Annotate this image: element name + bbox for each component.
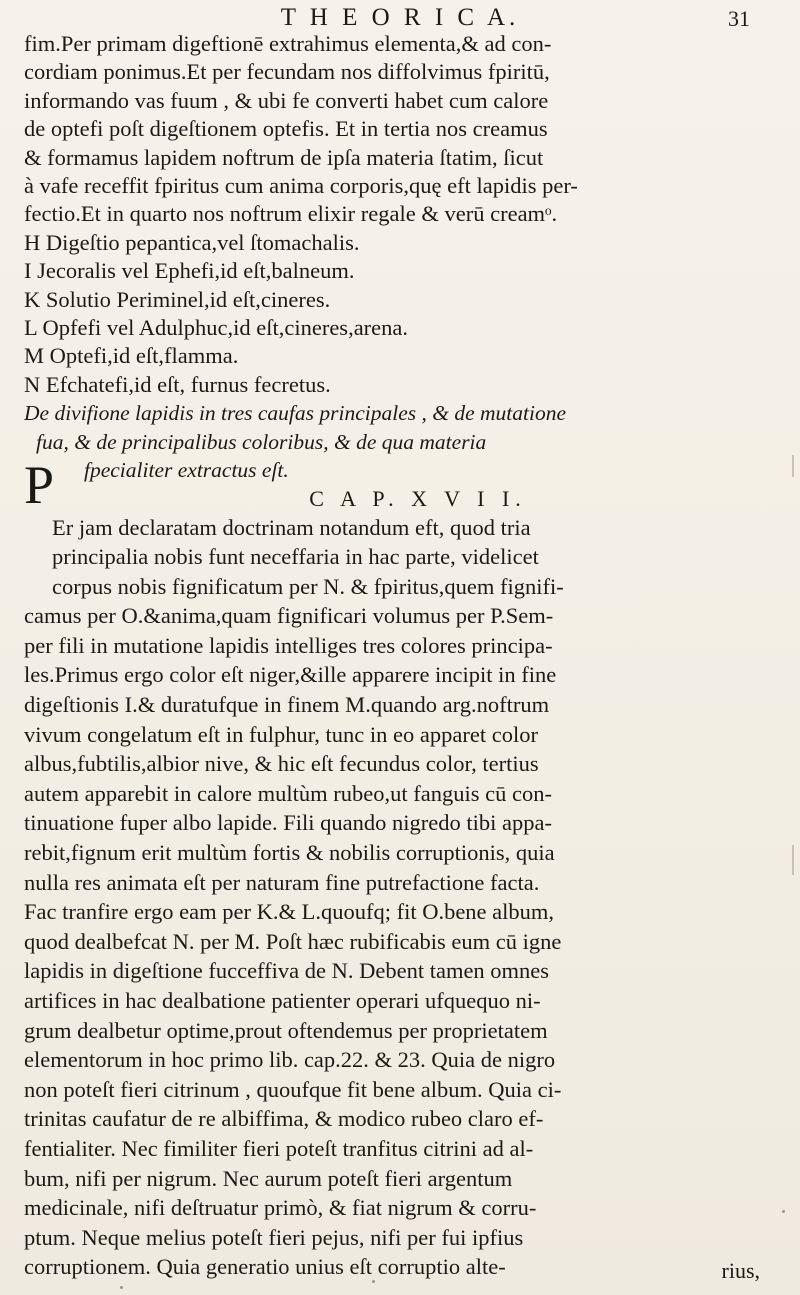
chapter-heading-line: fpecialiter extractus eſt. xyxy=(84,458,289,483)
paragraph-line: Er jam declaratam doctrinam notandum eft, quod tria xyxy=(52,514,531,540)
paragraph-line: artifices in hac dealbatione patienter operari ufquequo ni- xyxy=(24,988,541,1013)
paragraph-line: camus per O.&anima,quam fignificari volumus per P.Sem- xyxy=(24,603,554,629)
paragraph-line: principalia nobis funt neceffaria in hac parte, videlicet xyxy=(52,544,539,570)
paragraph-line: albus,fubtilis,albior nive, & hic eſt fecundus color, tertius xyxy=(24,751,539,777)
paragraph-line: autem apparebit in calore multùm rubeo,ut fanguis cū con- xyxy=(24,780,552,806)
list-item: M Optefi,id eſt,flamma. xyxy=(24,343,239,369)
text-line: de optefi poſt digeſtionem optefis. Et in tertia nos creamus xyxy=(24,116,548,142)
list-item: K Solutio Periminel,id eſt,cineres. xyxy=(24,286,331,312)
paper-speck xyxy=(372,1280,375,1283)
paragraph-line: digeſtionis I.& duratufque in finem M.quando arg.noftrum xyxy=(24,692,550,718)
margin-mark xyxy=(792,455,794,477)
text-line: fectio.Et in quarto nos noftrum elixir regale & verū creamᵒ. xyxy=(24,201,558,227)
paragraph-line: grum dealbetur optime,prout oftendemus per proprietatem xyxy=(24,1017,548,1043)
running-head: T H E O R I C A. xyxy=(280,4,520,31)
text-line: à vafe receffit fpiritus cum anima corporis,quę eft lapidis per- xyxy=(24,173,578,199)
paragraph-line: trinitas caufatur de re albiffima, & modico rubeo claro ef- xyxy=(24,1106,544,1132)
margin-mark xyxy=(792,845,794,875)
text-line: fim.Per primam digeftionē extrahimus elementa,& ad con- xyxy=(24,31,552,56)
paper-speck xyxy=(782,1210,785,1213)
paragraph-line: corpus nobis fignificatum per N. & fpiritus,quem fignifi- xyxy=(52,573,564,599)
list-item: L Opfefi vel Adulphuc,id eſt,cineres,arena. xyxy=(24,315,409,341)
list-item: H Digeſtio pepantica,vel ſtomachalis. xyxy=(24,229,360,255)
drop-cap: P xyxy=(24,455,55,515)
paragraph-line: lapidis in digeſtione fucceffiva de N. Debent tamen omnes xyxy=(24,958,550,984)
paragraph-line: ptum. Neque melius poteſt fieri pejus, nifi per fui ipfius xyxy=(24,1224,524,1250)
paragraph-line: rebit,fignum erit multùm fortis & nobilis corruptionis, quia xyxy=(24,840,555,866)
text-line: & formamus lapidem noftrum de ipſa materia ſtatim, ſicut xyxy=(24,144,544,170)
paragraph-line: les.Primus ergo color eſt niger,&ille apparere incipit in fine xyxy=(24,662,557,688)
paragraph-line: nulla res animata eſt per naturam fine putrefactione facta. xyxy=(24,869,540,895)
paragraph-line: tinuatione fuper albo lapide. Fili quando nigredo tibi appa- xyxy=(24,810,552,836)
paragraph-line: corruptionem. Quia generatio unius eſt corruptio alte- xyxy=(24,1254,506,1280)
catchword: rius, xyxy=(721,1258,760,1283)
body-text xyxy=(24,30,772,1282)
paragraph-line: vivum congelatum eſt in fulphur, tunc in eo apparet color xyxy=(24,721,538,747)
paragraph-line: elementorum in hoc primo lib. cap.22. & 23. Quia de nigro xyxy=(24,1047,556,1073)
text-line: informando vas fuum , & ubi fe converti habet cum calore xyxy=(24,87,549,113)
chapter-number: C A P. X V I I. xyxy=(309,485,527,511)
paragraph-line: non poteſt fieri citrinum , quoufque fit bene album. Quia ci- xyxy=(24,1076,562,1102)
paper-speck xyxy=(120,1286,123,1289)
chapter-heading-line: De divifione lapidis in tres caufas principales , & de mutatione xyxy=(24,401,567,426)
paragraph-line: per fili in mutatione lapidis intelliges tres colores principa- xyxy=(24,632,553,658)
page-number: 31 xyxy=(728,6,750,31)
list-item: N Efchatefi,id eſt, furnus fecretus. xyxy=(24,371,331,397)
paragraph-line: medicinale, nifi deſtruatur primò, & fiat nigrum & corru- xyxy=(24,1195,537,1221)
list-item: I Jecoralis vel Ephefi,id eſt,balneum. xyxy=(24,258,355,284)
chapter-heading-line: fua, & de principalibus coloribus, & de qua materia xyxy=(36,429,487,454)
paragraph-line: quod dealbefcat N. per M. Poſt hæc rubificabis eum cū igne xyxy=(24,928,562,954)
paragraph-line: Fac tranfire ergo eam per K.& L.quoufq; fit O.bene album, xyxy=(24,899,555,925)
paragraph-line: bum, nifi per nigrum. Nec aurum poteſt fieri argentum xyxy=(24,1165,513,1191)
text-line: cordiam ponimus.Et per fecundam nos diffolvimus fpiritū, xyxy=(24,59,550,85)
paragraph-line: fentialiter. Nec fimiliter fieri poteſt tranfitus citrini ad al- xyxy=(24,1135,534,1161)
